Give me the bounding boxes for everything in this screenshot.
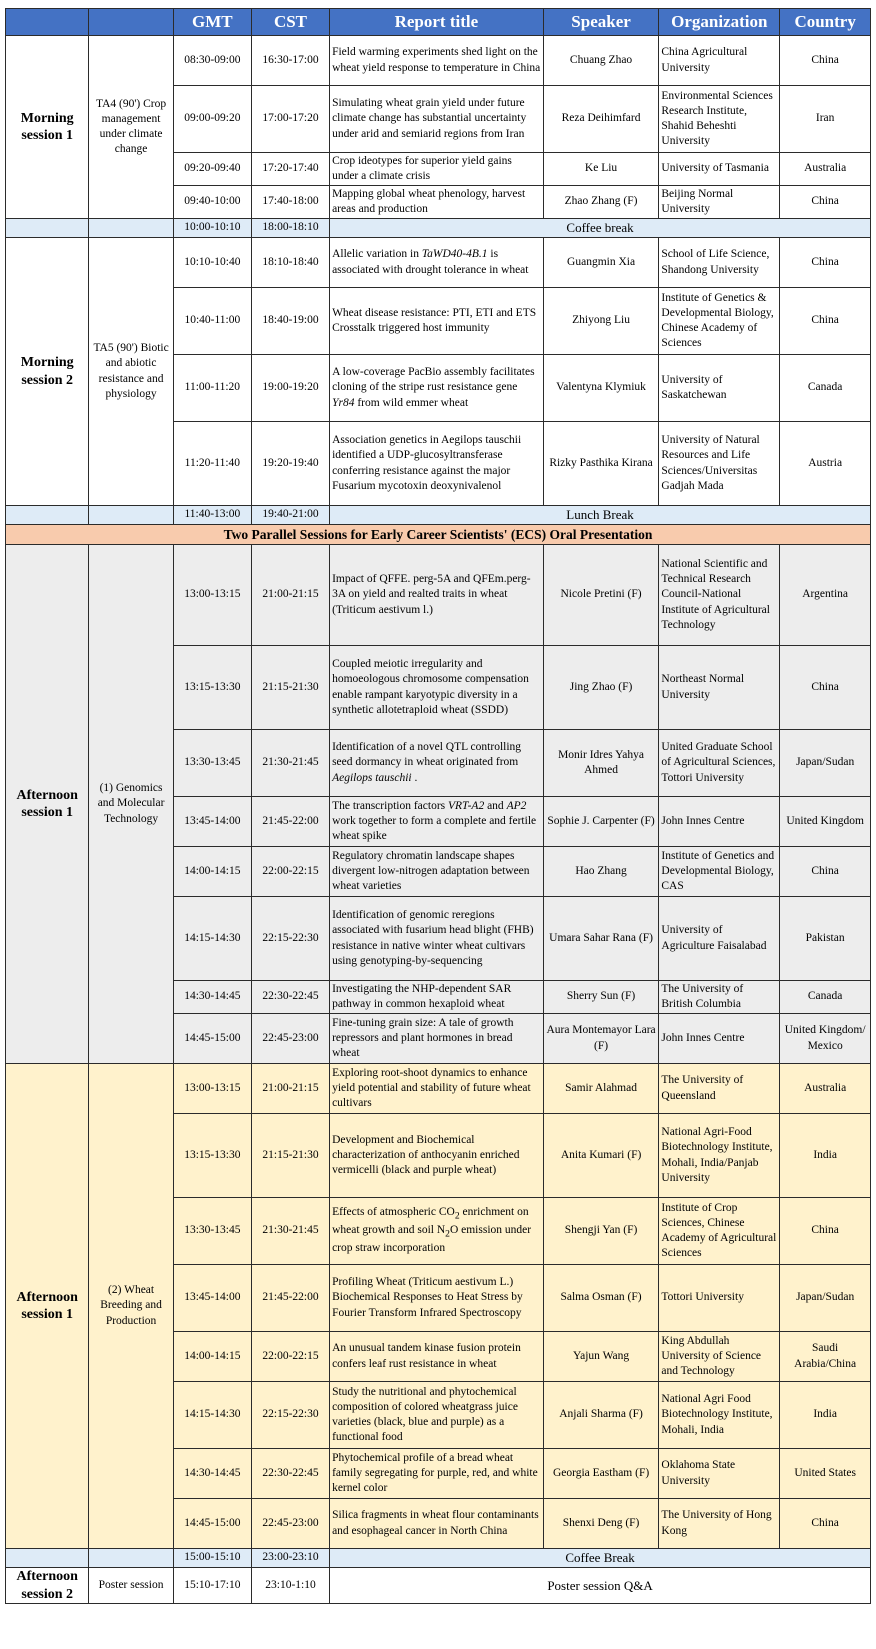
report-title: Regulatory chromatin landscape shapes divergent low-nitrogen adaptation between wheat varieties [330,847,544,897]
table-row [6,1568,871,1604]
cst-time: 17:20-17:40 [251,153,329,186]
cst-time: 21:45-22:00 [251,1265,329,1332]
report-title-text: A low-coverage PacBio assembly facilitates cloning of the stripe rust resistance gene [332,366,535,394]
speaker: Reza Deihimfard [543,86,659,153]
speaker: Sherry Sun (F) [543,981,659,1014]
table-row [6,238,871,288]
gene-name: Yr84 [332,396,355,409]
country: Austria [780,422,871,506]
gmt-time: 10:00-10:10 [173,219,251,238]
report-title-text: enrichment on wheat growth and soil N [332,1206,529,1237]
country: Canada [780,355,871,422]
session-label: Morning session 1 [6,36,89,219]
gene-name: AP2 [506,799,527,812]
report-title-text: . [411,771,418,784]
subscript: 2 [445,1228,450,1240]
gmt-time: 13:45-14:00 [173,797,251,847]
report-title: Phytochemical profile of a bread wheat family segregating for purple, red, and white kernel color [330,1449,544,1499]
report-title: Simulating wheat grain yield under future climate change has substantial uncertainty under arid and semiarid regions from Iran [330,86,544,153]
topic-label: TA4 (90') Crop management under climate change [89,36,173,219]
speaker: Jing Zhao (F) [543,646,659,730]
cst-time: 21:15-21:30 [251,1114,329,1198]
gmt-time: 14:15-14:30 [173,897,251,981]
organization: Northeast Normal University [659,646,780,730]
report-title: Mapping global wheat phenology, harvest areas and production [330,186,544,219]
speaker: Zhao Zhang (F) [543,186,659,219]
report-title: Association genetics in Aegilops tauschii identified a UDP-glucosyltransferase conferring resistance against the major Fusarium mycotoxin deoxynivalenol [330,422,544,506]
header-session [6,9,89,36]
speaker: Samir Alahmad [543,1064,659,1114]
gmt-time: 15:00-15:10 [173,1549,251,1568]
report-title-text: Identification of a novel QTL controlling seed dormancy in wheat originated from [332,741,522,769]
report-title: Exploring root-shoot dynamics to enhance yield potential and stability of future wheat cultivars [330,1064,544,1114]
report-title-text: from wild emmer wheat [354,396,469,409]
country: Japan/Sudan [780,730,871,797]
report-title: Wheat disease resistance: PTI, ETI and ETS Crosstalk triggered host immunity [330,288,544,355]
empty-cell [6,506,89,525]
gmt-time: 09:00-09:20 [173,86,251,153]
report-title: Identification of genomic reregions associated with fusarium head blight (FHB) resistance in native winter wheat cultivars using genotyping-by-sequencing [330,897,544,981]
organization: Institute of Crop Sciences, Chinese Academy of Agricultural Sciences [659,1198,780,1265]
gmt-time: 14:45-15:00 [173,1014,251,1064]
poster-session-label: Poster session Q&A [330,1568,871,1604]
report-title [330,730,544,797]
report-title: Study the nutritional and phytochemical composition of colored wheatgrass juice varieties (black, blue and purple) as a functional food [330,1382,544,1449]
organization: University of Tasmania [659,153,780,186]
speaker: Salma Osman (F) [543,1265,659,1332]
speaker: Ke Liu [543,153,659,186]
gmt-time: 13:00-13:15 [173,545,251,646]
ecs-banner: Two Parallel Sessions for Early Career Scientists' (ECS) Oral Presentation [6,525,871,545]
speaker: Shenxi Deng (F) [543,1499,659,1549]
gmt-time: 09:20-09:40 [173,153,251,186]
speaker: Chuang Zhao [543,36,659,86]
cst-time: 23:10-1:10 [251,1568,329,1604]
country: China [780,288,871,355]
report-title [330,797,544,847]
gmt-time: 13:15-13:30 [173,646,251,730]
report-title: Crop ideotypes for superior yield gains under a climate crisis [330,153,544,186]
country: China [780,847,871,897]
banner-row [6,525,871,545]
organization: School of Life Science, Shandong University [659,238,780,288]
speaker: Nicole Pretini (F) [543,545,659,646]
country: Australia [780,153,871,186]
report-title: Silica fragments in wheat flour contaminants and esophageal cancer in North China [330,1499,544,1549]
speaker: Hao Zhang [543,847,659,897]
topic-label: Poster session [89,1568,173,1604]
cst-time: 22:00-22:15 [251,847,329,897]
header-row [6,9,871,36]
speaker: Georgia Eastham (F) [543,1449,659,1499]
organization: Beijing Normal University [659,186,780,219]
cst-time: 22:00-22:15 [251,1332,329,1382]
empty-cell [6,1549,89,1568]
report-title: Fine-tuning grain size: A tale of growth repressors and plant hormones in bread wheat [330,1014,544,1064]
speaker: Valentyna Klymiuk [543,355,659,422]
report-title-text: is associated with drought tolerance in wheat [332,248,529,276]
cst-time: 21:00-21:15 [251,545,329,646]
topic-label: (2) Wheat Breeding and Production [89,1064,173,1549]
species-name: Aegilops tauschii [332,771,412,784]
table-row [6,545,871,646]
empty-cell [89,219,173,238]
organization: University of Natural Resources and Life Sciences/Universitas Gadjah Mada [659,422,780,506]
cst-time: 21:45-22:00 [251,797,329,847]
cst-time: 19:40-21:00 [251,506,329,525]
header-cst: CST [251,9,329,36]
organization: National Agri Food Biotechnology Institute, Mohali, India [659,1382,780,1449]
gmt-time: 14:15-14:30 [173,1382,251,1449]
report-title: Coupled meiotic irregularity and homoeologous chromosome compensation enable rampant karyotypic diversity in a synthetic allotetraploid wheat (SSDD) [330,646,544,730]
cst-time: 18:00-18:10 [251,219,329,238]
organization: United Graduate School of Agricultural Sciences, Tottori University [659,730,780,797]
cst-time: 16:30-17:00 [251,36,329,86]
cst-time: 22:45-23:00 [251,1014,329,1064]
country: United States [780,1449,871,1499]
cst-time: 18:10-18:40 [251,238,329,288]
organization: University of Agriculture Faisalabad [659,897,780,981]
speaker: Sophie J. Carpenter (F) [543,797,659,847]
gmt-time: 14:00-14:15 [173,1332,251,1382]
gmt-time: 11:40-13:00 [173,506,251,525]
speaker: Guangmin Xia [543,238,659,288]
header-topic [89,9,173,36]
break-label: Lunch Break [330,506,871,525]
cst-time: 22:15-22:30 [251,897,329,981]
header-country: Country [780,9,871,36]
report-title: Development and Biochemical characterization of anthocyanin enriched vermicelli (black and purple wheat) [330,1114,544,1198]
report-title: Profiling Wheat (Triticum aestivum L.) Biochemical Responses to Heat Stress by Fourier Transform Infrared Spectroscopy [330,1265,544,1332]
country: China [780,186,871,219]
report-title-text: and [484,799,507,812]
gmt-time: 13:15-13:30 [173,1114,251,1198]
organization: China Agricultural University [659,36,780,86]
organization: The University of British Columbia [659,981,780,1014]
report-title [330,238,544,288]
organization: The University of Queensland [659,1064,780,1114]
gmt-time: 10:10-10:40 [173,238,251,288]
report-title: Investigating the NHP-dependent SAR pathway in common hexaploid wheat [330,981,544,1014]
break-label: Coffee Break [330,1549,871,1568]
gmt-time: 15:10-17:10 [173,1568,251,1604]
cst-time: 23:00-23:10 [251,1549,329,1568]
gmt-time: 14:30-14:45 [173,981,251,1014]
empty-cell [89,1549,173,1568]
gmt-time: 14:00-14:15 [173,847,251,897]
country: India [780,1382,871,1449]
speaker: Shengji Yan (F) [543,1198,659,1265]
gmt-time: 11:00-11:20 [173,355,251,422]
gmt-time: 09:40-10:00 [173,186,251,219]
header-organization: Organization [659,9,780,36]
cst-time: 21:30-21:45 [251,730,329,797]
gmt-time: 11:20-11:40 [173,422,251,506]
gene-name: VRT-A2 [448,799,485,812]
break-row [6,506,871,525]
report-title-text: Effects of atmospheric CO [332,1206,455,1219]
organization: University of Saskatchewan [659,355,780,422]
header-report-title: Report title [330,9,544,36]
organization: John Innes Centre [659,797,780,847]
cst-time: 22:30-22:45 [251,981,329,1014]
report-title [330,1198,544,1265]
cst-time: 19:20-19:40 [251,422,329,506]
organization: Institute of Genetics & Developmental Biology, Chinese Academy of Sciences [659,288,780,355]
country: India [780,1114,871,1198]
organization: King Abdullah University of Science and Technology [659,1332,780,1382]
report-title: Field warming experiments shed light on the wheat yield response to temperature in China [330,36,544,86]
country: China [780,238,871,288]
gmt-time: 13:45-14:00 [173,1265,251,1332]
organization: The University of Hong Kong [659,1499,780,1549]
header-speaker: Speaker [543,9,659,36]
cst-time: 22:15-22:30 [251,1382,329,1449]
cst-time: 17:40-18:00 [251,186,329,219]
report-title: Impact of QFFE. perg-5A and QFEm.perg-3A on yield and realted traits in wheat (Triticum aestivum l.) [330,545,544,646]
organization: National Scientific and Technical Research Council-National Institute of Agricultural Technology [659,545,780,646]
country: United Kingdom [780,797,871,847]
country: China [780,36,871,86]
report-title-text: Allelic variation in [332,248,422,261]
country: China [780,646,871,730]
header-gmt: GMT [173,9,251,36]
organization: Institute of Genetics and Developmental Biology, CAS [659,847,780,897]
organization: National Agri-Food Biotechnology Institute, Mohali, India/Panjab University [659,1114,780,1198]
break-row [6,1549,871,1568]
empty-cell [6,219,89,238]
cst-time: 21:00-21:15 [251,1064,329,1114]
empty-cell [89,506,173,525]
conference-schedule-table [5,8,871,1604]
report-title: An unusual tandem kinase fusion protein confers leaf rust resistance in wheat [330,1332,544,1382]
organization: Environmental Sciences Research Institute, Shahid Beheshti University [659,86,780,153]
session-label: Morning session 2 [6,238,89,506]
speaker: Umara Sahar Rana (F) [543,897,659,981]
country: Iran [780,86,871,153]
cst-time: 17:00-17:20 [251,86,329,153]
country: Pakistan [780,897,871,981]
report-title [330,355,544,422]
country: Argentina [780,545,871,646]
country: Canada [780,981,871,1014]
gmt-time: 08:30-09:00 [173,36,251,86]
gmt-time: 10:40-11:00 [173,288,251,355]
session-label: Afternoon session 1 [6,1064,89,1549]
country: Japan/Sudan [780,1265,871,1332]
cst-time: 22:30-22:45 [251,1449,329,1499]
break-label: Coffee break [330,219,871,238]
speaker: Anjali Sharma (F) [543,1382,659,1449]
table-row [6,36,871,86]
gmt-time: 13:30-13:45 [173,1198,251,1265]
cst-time: 19:00-19:20 [251,355,329,422]
country: China [780,1499,871,1549]
gmt-time: 13:00-13:15 [173,1064,251,1114]
gene-name: TaWD40-4B.1 [421,248,488,261]
session-label: Afternoon session 2 [6,1568,89,1604]
speaker: Anita Kumari (F) [543,1114,659,1198]
country: Saudi Arabia/China [780,1332,871,1382]
gmt-time: 13:30-13:45 [173,730,251,797]
speaker: Monir Idres Yahya Ahmed [543,730,659,797]
speaker: Yajun Wang [543,1332,659,1382]
report-title-text: work together to form a complete and fertile wheat spike [332,814,537,843]
subscript: 2 [454,1210,460,1222]
organization: Tottori University [659,1265,780,1332]
organization: John Innes Centre [659,1014,780,1064]
cst-time: 18:40-19:00 [251,288,329,355]
report-title-text: O emission under crop straw incorporation [332,1224,532,1255]
cst-time: 21:15-21:30 [251,646,329,730]
organization: Oklahoma State University [659,1449,780,1499]
country: United Kingdom/ Mexico [780,1014,871,1064]
cst-time: 22:45-23:00 [251,1499,329,1549]
topic-label: TA5 (90') Biotic and abiotic resistance and physiology [89,238,173,506]
country: Australia [780,1064,871,1114]
topic-label: (1) Genomics and Molecular Technology [89,545,173,1064]
table-row [6,1064,871,1114]
speaker: Zhiyong Liu [543,288,659,355]
speaker: Aura Montemayor Lara (F) [543,1014,659,1064]
session-label: Afternoon session 1 [6,545,89,1064]
gmt-time: 14:30-14:45 [173,1449,251,1499]
report-title-text: The transcription factors [332,799,448,812]
gmt-time: 14:45-15:00 [173,1499,251,1549]
speaker: Rizky Pasthika Kirana [543,422,659,506]
country: China [780,1198,871,1265]
cst-time: 21:30-21:45 [251,1198,329,1265]
break-row [6,219,871,238]
